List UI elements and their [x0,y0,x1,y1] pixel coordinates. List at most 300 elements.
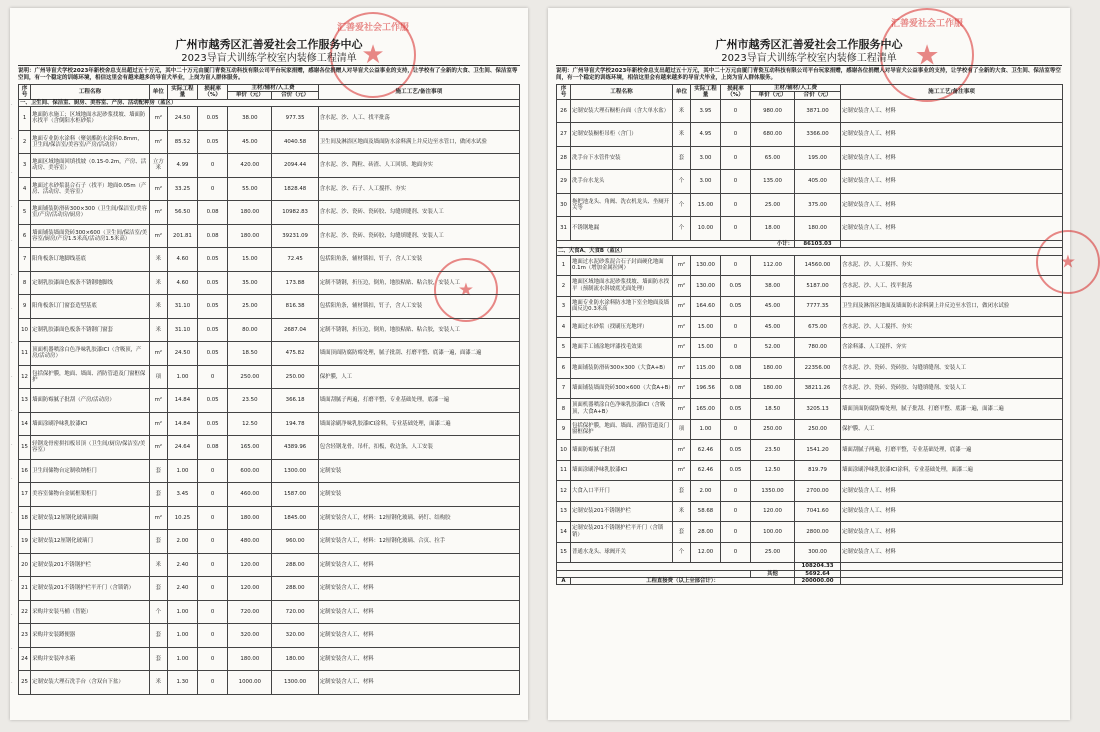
cell-qty: 201.81 [167,224,197,248]
cell-index: 10 [557,440,571,461]
project-title: 2023导盲犬训练学校室内装修工程清单 [18,52,520,66]
cell-index: 20 [19,553,31,577]
cell-total-price: 250.00 [272,365,318,389]
cell-loss: 0 [198,671,228,695]
header-loss: 损耗率（%） [721,85,751,100]
table-row [557,296,1063,317]
cell-loss: 0.08 [198,436,228,460]
cell-total-price: 977.35 [272,107,318,131]
document-page-left [10,8,528,720]
cell-item: 定制安装大理石橱柜台面（含大单水盆） [571,99,673,123]
official-seal-stamp: 汇善爱社会工作服 ★ [880,8,974,102]
cell-loss: 0.05 [198,295,228,319]
cell-loss: 0 [721,146,751,170]
table-row [19,389,520,413]
cell-index: 13 [19,389,31,413]
section-title: 一、卫生间、保洁室、厨房、美容室、产房、活动配种房（蓝区） [19,99,520,106]
cell-loss: 0 [721,193,751,217]
cell-unit-price: 38.00 [228,107,272,131]
cell-item: 洗手台水龙头 [571,170,673,194]
cell-index: 31 [557,217,571,241]
header-index: 序号 [557,85,571,100]
cell-notes: 定制安装含人工、材料 [841,123,1063,147]
cell-index: 15 [19,436,31,460]
cell-unit: m² [673,358,691,379]
cell-loss: 0 [721,419,751,440]
cell-unit-price: 180.00 [751,358,795,379]
cell-qty: 1.00 [691,419,721,440]
cell-unit-price: 45.00 [751,296,795,317]
cell-index: 11 [19,342,31,366]
table-row [19,342,520,366]
cell-unit: 米 [149,318,167,342]
cell-qty: 24.64 [167,436,197,460]
cell-index: 22 [19,600,31,624]
cell-qty: 1.00 [167,624,197,648]
cell-item: 定制安装12厘钢化玻璃门 [31,530,150,554]
cell-total-price: 250.00 [795,419,841,440]
cell-total-price: 4040.58 [272,130,318,154]
table-row [19,600,520,624]
cell-notes: 定制不锈钢，折压边，倒角，地胶粘贴、粘合胶，安装人工 [318,271,519,295]
cell-unit: m² [673,378,691,399]
cell-index: 2 [557,276,571,297]
cell-qty: 1.00 [167,647,197,671]
cell-item: 定制安装12厘钢化玻璃间隔 [31,506,150,530]
cell-notes: 墙面涂刷净味乳胶漆ICI涂料，专业基础处理，面漆二遍 [841,460,1063,481]
cell-unit-price: 18.00 [751,217,795,241]
cell-unit-price: 18.50 [751,399,795,420]
cell-notes: 定制安装含人工、材料 [318,647,519,671]
cost-table [556,84,1063,585]
cost-table [18,84,520,695]
cell-unit: 米 [149,295,167,319]
cell-qty: 4.99 [167,154,197,178]
cell-loss: 0 [198,365,228,389]
cell-total-price: 2094.44 [272,154,318,178]
note-text: 说明：广州导盲犬学校2023年新校舍总支出超过五十万元，其中二十万元由厦门青瓷互动科技有限公司平台玩家捐赠，感谢各位捐赠人对导盲犬公益事业的支持，让学校有了全新的大食、卫生间、保洁室等空间，有一个稳定的训练环境，相信这里会有越来越多的导盲犬毕业，上岗为盲人群体服务。 [556,68,1061,81]
cell-notes: 定制安装含人工，材料：12厘钢化玻璃、合页、拉手 [318,530,519,554]
cell-loss: 0.05 [198,130,228,154]
table-row [19,459,520,483]
table-row [19,506,520,530]
cell-unit: 套 [149,530,167,554]
cell-unit: 个 [673,193,691,217]
cell-total-price: 180.00 [272,647,318,671]
cell-item: 定制乳胶漆面色板条不锈钢门窗套 [31,318,150,342]
cell-total-price: 1300.00 [272,459,318,483]
table-row [557,522,1063,543]
cell-index: 6 [557,358,571,379]
cell-notes: 含水泥、沙、人工搅拌、夯实 [841,317,1063,338]
table-row [19,647,520,671]
cell-total-price: 816.38 [272,295,318,319]
cell-unit: m² [673,440,691,461]
table-row [557,399,1063,420]
cell-item: 墙面防霉腻子批刮（产房/活动房） [31,389,150,413]
cell-qty: 165.00 [691,399,721,420]
cell-loss: 0.05 [198,318,228,342]
table-row [19,483,520,507]
table-row [557,146,1063,170]
table-row [19,577,520,601]
table-row [19,295,520,319]
cell-item: 定制安装橱柜吊柜（含门） [571,123,673,147]
cell-unit: m² [673,460,691,481]
cell-item: 定制安装201不锈钢护栏平开门（含锁销） [571,522,673,543]
binding-marks: · · · · · · · · · · · · · · · · · · [11,102,13,686]
cell-qty: 1.00 [167,600,197,624]
cell-total-price: 72.45 [272,248,318,272]
cell-index: 25 [19,671,31,695]
cell-index: 12 [19,365,31,389]
table-row [557,542,1063,563]
table-row [19,154,520,178]
cell-notes: 定制安装含人工、材料 [841,217,1063,241]
cell-index: 18 [19,506,31,530]
cell-unit-price: 180.00 [228,647,272,671]
cell-unit-price: 180.00 [228,224,272,248]
subtotal-value-2: 108204.33 [795,563,841,570]
cell-unit-price: 135.00 [751,170,795,194]
cell-loss: 0 [721,217,751,241]
cell-notes: 包括阳角条，辅材锁扣，钉子，含人工安装 [318,248,519,272]
cell-loss: 0 [721,501,751,522]
cell-loss: 0 [721,481,751,502]
cell-loss: 0 [198,154,228,178]
cell-unit: m² [673,296,691,317]
cell-unit-price: 180.00 [228,506,272,530]
cell-unit-price: 45.00 [751,317,795,338]
cell-loss: 0 [721,317,751,338]
cell-unit: m² [149,389,167,413]
cell-item: 地面过水砂浆（找刷压光地坪） [571,317,673,338]
cell-loss: 0 [198,647,228,671]
cell-total-price: 1587.00 [272,483,318,507]
cell-qty: 196.56 [691,378,721,399]
cell-loss: 0.05 [721,399,751,420]
cell-unit: m² [149,506,167,530]
header-total-price: 合价（元） [795,92,841,99]
table-row [557,276,1063,297]
cell-index: 5 [19,201,31,225]
cell-qty: 58.68 [691,501,721,522]
cell-unit: 套 [149,624,167,648]
cell-qty: 12.00 [691,542,721,563]
table-row [557,170,1063,194]
cell-index: 2 [19,130,31,154]
cell-unit-price: 180.00 [751,378,795,399]
cell-unit-price: 38.00 [751,276,795,297]
cell-loss: 0 [721,255,751,276]
cell-total-price: 39231.09 [272,224,318,248]
cell-index: 3 [19,154,31,178]
cell-unit-price: 25.00 [751,193,795,217]
table-row [19,412,520,436]
cell-unit: m² [673,337,691,358]
cell-qty: 85.52 [167,130,197,154]
cell-item: 包括保护膜，地面、墙面、消防管道及门窗框保护 [31,365,150,389]
cell-unit: 套 [149,577,167,601]
cell-notes: 定制安装含人工、材料 [841,522,1063,543]
cell-item: 地面过水砂浆混合石子（找平）地面0.05m（产房、活动房、美容室） [31,177,150,201]
header-total-price: 合价（元） [272,92,318,99]
cell-loss: 0.08 [721,358,751,379]
cell-unit-price: 600.00 [228,459,272,483]
cell-notes: 包括阳角条，辅材锁扣，钉子，含人工安装 [318,295,519,319]
cell-index: 9 [19,295,31,319]
cell-item: 墙面涂刷净味乳胶漆ICI [571,460,673,481]
cell-qty: 1.00 [167,459,197,483]
cell-index: 13 [557,501,571,522]
cell-notes: 定制安装含人工、材料 [841,481,1063,502]
subtotal-label: 小计： [557,240,795,247]
cell-notes: 墙面顶面防腐防霉处理，腻子批刮、打磨平整、底漆一遍，面漆二遍 [841,399,1063,420]
cell-item: 地面专业防水涂料防水地下室全地面及墙面反边0.3米高 [571,296,673,317]
cell-notes: 定制不锈钢，折压边，倒角，地胶粘贴、粘合胶，安装人工 [318,318,519,342]
cell-item: 定制安装201不锈钢护栏 [571,501,673,522]
table-row [19,271,520,295]
cell-unit: 套 [673,146,691,170]
grand-index: A [557,577,571,584]
cell-qty: 24.50 [167,107,197,131]
cell-total-price: 1828.48 [272,177,318,201]
cell-unit: 个 [673,542,691,563]
table-row [557,317,1063,338]
cell-unit: 米 [673,123,691,147]
cell-qty: 4.60 [167,248,197,272]
cell-index: 24 [19,647,31,671]
cell-unit-price: 112.00 [751,255,795,276]
table-row [557,501,1063,522]
cell-unit: 米 [149,671,167,695]
cell-unit-price: 165.00 [228,436,272,460]
cell-unit: m² [149,130,167,154]
cell-qty: 2.40 [167,553,197,577]
header-cost-group: 主材/辅材/人工费 [228,85,319,92]
cell-loss: 0.05 [198,107,228,131]
cell-unit-price: 35.00 [228,271,272,295]
cell-unit: m² [673,399,691,420]
header-qty: 实际工程量 [691,85,721,100]
cell-loss: 0 [198,459,228,483]
cell-qty: 10.00 [691,217,721,241]
official-seal-stamp: 汇善爱社会工作服 ★ [330,12,416,98]
header-cost-group: 主材/辅材/人工费 [751,85,841,92]
table-row [557,337,1063,358]
table-row [557,358,1063,379]
cell-index: 9 [557,419,571,440]
table-row [557,378,1063,399]
cell-qty: 15.00 [691,337,721,358]
cell-unit: 个 [673,217,691,241]
cell-item: 墙面防霉腻子批刮 [571,440,673,461]
cell-unit: 米 [673,99,691,123]
other-value: 5692.64 [795,570,841,577]
cell-index: 8 [557,399,571,420]
cell-total-price: 180.00 [795,217,841,241]
cell-total-price: 475.82 [272,342,318,366]
cell-total-price: 3871.00 [795,99,841,123]
cell-index: 7 [557,378,571,399]
cell-loss: 0.05 [721,460,751,481]
cell-qty: 115.00 [691,358,721,379]
table-row [557,193,1063,217]
cell-total-price: 173.88 [272,271,318,295]
cell-index: 16 [19,459,31,483]
cell-unit-price: 120.00 [228,577,272,601]
cell-unit: 套 [149,459,167,483]
cell-notes: 包含轻钢龙骨，吊杆，扣板，收边条，人工安装 [318,436,519,460]
cell-item: 顶面机器喷涂白色净味乳胶漆ICI（含吸顶，产房/活动房） [31,342,150,366]
cell-loss: 0 [198,577,228,601]
table-row [19,671,520,695]
cell-item: 洗手台下水管件安装 [571,146,673,170]
cell-unit: m² [149,107,167,131]
cell-notes: 墙面顶面防腐防霉处理，腻子批刮、打磨平整、底漆一遍，面漆二遍 [318,342,519,366]
cell-loss: 0 [198,553,228,577]
cell-qty: 33.25 [167,177,197,201]
cell-item: 拖把池龙头、角阀、洗衣机龙头、坐厕开关等 [571,193,673,217]
cell-index: 12 [557,481,571,502]
cell-loss: 0.05 [198,412,228,436]
cell-unit: 项 [149,365,167,389]
other-label: 其他 [751,570,795,577]
cell-unit: m² [149,436,167,460]
cell-qty: 31.10 [167,295,197,319]
cell-item: 定制安装大理石洗手台（含双台下盆） [31,671,150,695]
cell-notes: 定制安装含人工、材料 [841,170,1063,194]
cell-qty: 3.00 [691,170,721,194]
cell-total-price: 375.00 [795,193,841,217]
cell-unit-price: 120.00 [228,553,272,577]
grand-total-value: 200000.00 [795,577,841,584]
table-row [19,530,520,554]
cell-qty: 4.60 [167,271,197,295]
cell-total-price: 960.00 [272,530,318,554]
table-row [557,440,1063,461]
cell-qty: 3.00 [691,146,721,170]
cell-notes: 定制安装含人工、材料 [318,671,519,695]
header-unit-price: 单价（元） [751,92,795,99]
cell-notes: 含水泥、沙、人工搅拌、夯实 [841,255,1063,276]
cell-item: 地面过水泥砂浆混合石子封面硬化地面0.1m（增加金属拉网） [571,255,673,276]
cell-qty: 3.45 [167,483,197,507]
cell-index: 6 [19,224,31,248]
cell-index: 14 [557,522,571,543]
cell-total-price: 7041.60 [795,501,841,522]
cell-unit: m² [673,255,691,276]
cell-unit-price: 120.00 [751,501,795,522]
cell-unit: 套 [149,647,167,671]
cell-loss: 0.05 [721,440,751,461]
cell-index: 1 [557,255,571,276]
cell-total-price: 22356.00 [795,358,841,379]
cell-unit-price: 980.00 [751,99,795,123]
cell-total-price: 1541.20 [795,440,841,461]
cell-item: 卫生间储物台定制收纳柜门 [31,459,150,483]
cell-qty: 3.95 [691,99,721,123]
cell-unit-price: 480.00 [228,530,272,554]
cell-item: 不锈钢地漏 [571,217,673,241]
cell-qty: 164.60 [691,296,721,317]
cell-qty: 130.00 [691,276,721,297]
cell-notes: 定制安装含人工、材料 [318,624,519,648]
table-row [557,481,1063,502]
cell-total-price: 195.00 [795,146,841,170]
cell-qty: 14.84 [167,389,197,413]
table-row [557,99,1063,123]
cell-item: 轻钢龙骨密拼扣板吊顶（卫生间/厨房/保洁室/美容室） [31,436,150,460]
cell-unit-price: 25.00 [228,295,272,319]
cell-qty: 1.30 [167,671,197,695]
cell-total-price: 3366.00 [795,123,841,147]
cell-notes: 含水泥、沙、人工、找平批荡 [841,276,1063,297]
cell-index: 14 [19,412,31,436]
cell-item: 采购并安装马桶（智能） [31,600,150,624]
cell-unit-price: 45.00 [228,130,272,154]
cell-item: 地面区域地面回填找坡（0.15-0.2m，产房、活动房、美容室） [31,154,150,178]
cell-total-price: 405.00 [795,170,841,194]
cell-notes: 墙面刮腻子两遍，打磨平整，专业基础处理，底漆一遍 [318,389,519,413]
cell-qty: 15.00 [691,193,721,217]
section-title: 二、大食A、大食B（蓝区） [557,248,1063,255]
cell-loss: 0 [198,624,228,648]
cell-loss: 0 [721,123,751,147]
cell-item: 定制安装201不锈钢护栏 [31,553,150,577]
cell-loss: 0.08 [198,224,228,248]
cell-notes: 含水泥、沙、陶粒、砖渣、人工回填、地面夯实 [318,154,519,178]
cell-unit-price: 460.00 [228,483,272,507]
cell-qty: 24.50 [167,342,197,366]
cell-item: 包括保护膜，地面、墙面、消防管道及门窗框保护 [571,419,673,440]
cell-total-price: 675.00 [795,317,841,338]
cell-index: 26 [557,99,571,123]
cell-notes: 含涂料漆、人工搅拌、夯实 [841,337,1063,358]
note-text: 说明：广州导盲犬学校2023年新校舍总支出超过五十万元，其中二十万元由厦门青瓷互动科技有限公司平台玩家捐赠，感谢各位捐赠人对导盲犬公益事业的支持，让学校有了全新的大食、卫生间、保洁室等空间，有一个稳定的训练环境，相信这里会有越来越多的导盲犬毕业，上岗为盲人群体服务。 [18,68,518,81]
cell-unit-price: 250.00 [228,365,272,389]
grand-total-label: 工程直接费（以上全部合计）： [571,577,795,584]
cell-index: 4 [19,177,31,201]
cell-notes: 含水泥、沙、石子、人工搅拌、夯实 [318,177,519,201]
cell-notes: 定制安装含人工、材料 [318,577,519,601]
cell-total-price: 720.00 [272,600,318,624]
cell-item: 地面区域地面水泥砂浆找坡、墙面防水找平（预制流水斜坡底光面处理） [571,276,673,297]
cell-notes: 含水泥、沙、瓷砖、瓷砖胶、勾缝填缝剂、安装人工 [318,201,519,225]
cell-unit: m² [149,342,167,366]
cell-total-price: 366.18 [272,389,318,413]
cell-unit-price: 180.00 [228,201,272,225]
cell-total-price: 320.00 [272,624,318,648]
cell-item: 采购并安装冲水箱 [31,647,150,671]
cell-item: 地面铺装防滑砖300×300（大食A+B） [571,358,673,379]
org-title: 广州市越秀区汇善爱社会工作服务中心 [175,38,363,51]
table-row [19,248,520,272]
cell-unit: m² [149,412,167,436]
cell-notes: 含水泥、沙、瓷砖、瓷砖胶、勾缝填缝剂、安装人工 [318,224,519,248]
cell-loss: 0.08 [198,201,228,225]
table-row [19,201,520,225]
cell-notes: 卫生间及淋浴区地面及墙面防水涂料满上并反边至水管口，做闭水试验 [841,296,1063,317]
cell-qty: 15.00 [691,317,721,338]
cell-total-price: 288.00 [272,577,318,601]
header-qty: 实际工程量 [167,85,197,100]
document-page-right [548,8,1077,720]
cell-unit-price: 15.00 [228,248,272,272]
cell-qty: 130.00 [691,255,721,276]
cell-total-price: 4389.96 [272,436,318,460]
cell-qty: 2.00 [167,530,197,554]
